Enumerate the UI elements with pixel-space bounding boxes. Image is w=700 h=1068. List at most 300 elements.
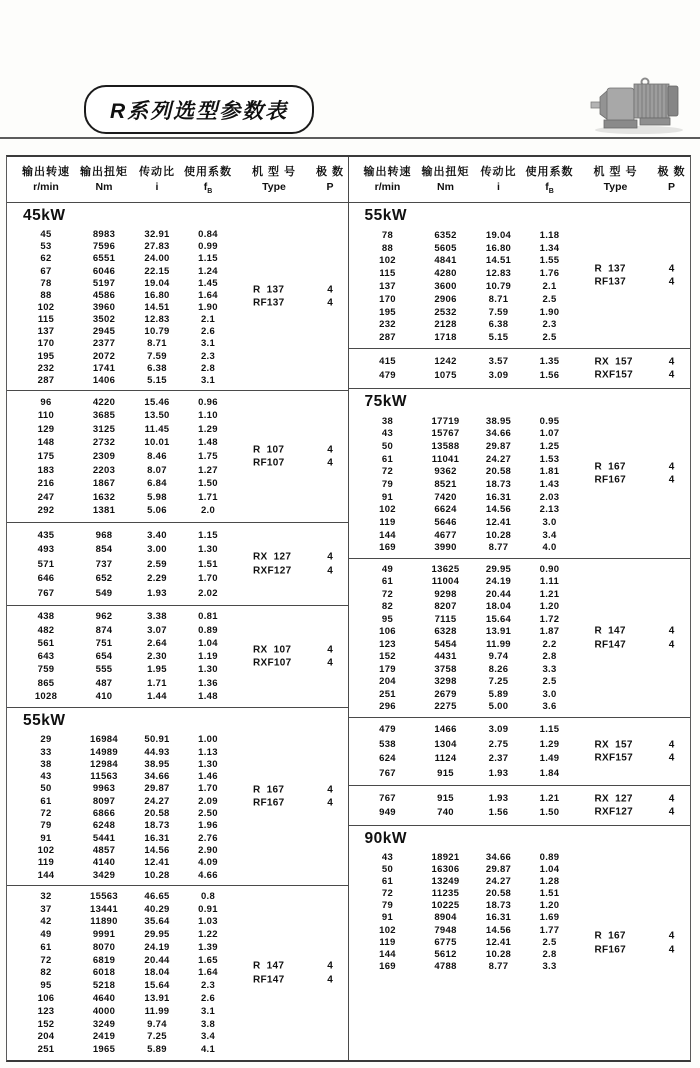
ratio-value: 20.58: [144, 808, 170, 820]
service-factor-value: 1.36: [198, 677, 218, 689]
service-factor-value: 0.95: [539, 415, 560, 427]
service-factor-value: 1.45: [198, 277, 218, 289]
output-torque-value: 6328: [434, 626, 457, 638]
output-speed-value: 183: [37, 464, 55, 476]
service-factor-value: 3.3: [542, 663, 557, 675]
spec-row: [7, 492, 348, 503]
output-torque-value: 6866: [92, 808, 116, 820]
output-speed-value: 538: [379, 738, 396, 750]
ratio-value: 18.73: [485, 900, 512, 912]
spec-row: [7, 363, 348, 374]
spec-row: [7, 437, 348, 448]
ratio-value: 8.71: [488, 293, 509, 305]
model-type-group: [595, 460, 627, 487]
service-factor-value: 2.1: [200, 314, 216, 326]
spec-row: [349, 626, 691, 637]
output-torque-value: 1741: [92, 362, 116, 374]
spec-row: [349, 542, 691, 553]
output-speed-value: 232: [37, 362, 55, 374]
output-torque-value: 11235: [431, 888, 460, 900]
spec-row: [7, 664, 348, 675]
output-torque-value: 5441: [92, 832, 116, 844]
ratio-value: 8.07: [147, 464, 167, 476]
output-speed-value: 195: [379, 306, 396, 318]
ratio-value: 29.87: [485, 440, 512, 452]
output-torque-value: 15563: [90, 890, 118, 902]
output-torque-value: 5454: [434, 638, 457, 650]
column-unit-speed: r/min: [374, 181, 401, 193]
pole-count-group: [655, 625, 689, 652]
spec-row: [7, 820, 348, 831]
ratio-value: 11.99: [144, 1005, 170, 1017]
unit-subscript: B: [207, 188, 213, 196]
spec-section: [349, 349, 691, 389]
ratio-value: 10.28: [485, 948, 512, 960]
output-speed-value: 119: [379, 936, 396, 948]
model-type-value: RF167: [594, 944, 627, 955]
ratio-value: 8.71: [147, 338, 167, 350]
output-speed-value: 438: [37, 611, 55, 623]
power-rating-label: 45kW: [23, 207, 66, 224]
output-speed-value: 49: [381, 563, 394, 575]
ratio-value: 7.25: [488, 676, 509, 688]
spec-section: [349, 786, 691, 826]
output-torque-value: 1304: [434, 738, 457, 750]
output-torque-value: 549: [95, 587, 113, 599]
model-type-value: RX 107: [253, 644, 292, 655]
output-speed-value: 152: [37, 1018, 55, 1030]
output-torque-value: 854: [95, 544, 113, 555]
output-speed-value: 37: [40, 903, 52, 915]
output-speed-value: 82: [40, 967, 52, 979]
output-speed-value: 232: [379, 319, 396, 331]
service-factor-value: 1.70: [198, 573, 218, 584]
output-speed-value: 61: [381, 876, 394, 888]
output-speed-value: 79: [40, 820, 52, 832]
output-speed-value: 61: [40, 795, 52, 807]
spec-row: [7, 980, 348, 991]
model-type-value: RF137: [594, 276, 627, 288]
output-speed-value: 79: [381, 900, 394, 912]
output-speed-value: 152: [379, 651, 396, 663]
page-title: R系列选型参数表: [84, 85, 314, 134]
output-speed-value: 102: [37, 844, 55, 856]
spec-row: [7, 857, 348, 868]
output-speed-value: 296: [379, 701, 396, 713]
spec-row: [7, 253, 348, 264]
service-factor-value: 1.84: [539, 767, 560, 779]
output-torque-value: 16306: [431, 864, 460, 876]
spec-row: [7, 870, 348, 881]
spec-row: [349, 466, 691, 477]
output-speed-value: 102: [379, 255, 396, 267]
output-torque-value: 11890: [90, 916, 118, 928]
service-factor-value: 1.29: [198, 423, 218, 435]
service-factor-value: 1.39: [198, 941, 218, 953]
service-factor-value: 1.15: [539, 724, 560, 736]
output-speed-value: 38: [381, 415, 394, 427]
spec-row: [349, 281, 691, 292]
spec-row: [7, 783, 348, 794]
spec-row: [7, 478, 348, 489]
ratio-value: 14.56: [485, 924, 512, 936]
output-torque-value: 487: [95, 677, 113, 689]
output-speed-value: 251: [379, 688, 396, 700]
spec-row: [349, 925, 691, 936]
column-header-poles: 极 数: [315, 166, 345, 178]
model-type-group: [595, 262, 627, 289]
service-factor-value: 1.21: [539, 792, 560, 804]
output-speed-value: 287: [379, 332, 396, 344]
output-torque-value: 3758: [434, 663, 457, 675]
service-factor-value: 1.20: [539, 900, 560, 912]
spec-row: [7, 465, 348, 476]
header-divider: [0, 137, 700, 139]
service-factor-value: 1.04: [198, 637, 218, 649]
output-torque-value: 13588: [431, 440, 460, 452]
ratio-value: 5.00: [488, 701, 509, 713]
service-factor-value: 1.90: [198, 301, 218, 313]
spec-row: [349, 689, 691, 700]
model-type-value: RXF157: [594, 752, 633, 764]
output-speed-value: 169: [379, 960, 396, 972]
service-factor-value: 1.76: [539, 268, 560, 280]
spec-row: [7, 796, 348, 807]
output-torque-value: 555: [95, 664, 113, 676]
service-factor-value: 0.89: [198, 624, 218, 636]
ratio-value: 1.56: [488, 807, 509, 819]
output-speed-value: 106: [37, 993, 55, 1005]
service-factor-value: 2.0: [200, 505, 216, 517]
service-factor-value: 1.24: [198, 265, 218, 277]
output-torque-value: 10225: [431, 900, 460, 912]
ratio-value: 16.31: [485, 912, 512, 924]
model-type-value: R 167: [253, 784, 285, 795]
service-factor-value: 1.75: [198, 450, 218, 462]
ratio-value: 38.95: [144, 758, 170, 770]
service-factor-value: 1.46: [198, 771, 218, 783]
column-unit-ratio: i: [155, 181, 159, 193]
output-torque-value: 6551: [92, 253, 116, 265]
ratio-value: 24.27: [485, 876, 512, 888]
ratio-value: 1.93: [147, 587, 167, 599]
pole-count-value: 4: [668, 276, 675, 288]
service-factor-value: 2.3: [200, 350, 216, 362]
model-type-value: RF147: [253, 974, 285, 985]
output-speed-value: 865: [37, 677, 55, 689]
model-type-value: RX 157: [594, 739, 633, 750]
model-type-group: [253, 783, 285, 810]
ratio-value: 34.66: [144, 771, 170, 783]
service-factor-value: 1.00: [198, 734, 218, 746]
service-factor-value: 4.09: [198, 857, 218, 869]
output-torque-value: 4000: [92, 1005, 116, 1017]
service-factor-value: 1.64: [198, 967, 218, 979]
ratio-value: 13.50: [144, 410, 170, 422]
ratio-value: 7.59: [488, 306, 509, 318]
output-torque-value: 5612: [434, 948, 457, 960]
output-speed-value: 88: [381, 242, 394, 254]
service-factor-value: 3.3: [542, 960, 557, 972]
spec-row: [7, 573, 348, 584]
model-type-value: RX 127: [253, 551, 292, 563]
service-factor-value: 1.07: [539, 428, 560, 440]
spec-row: [7, 1006, 348, 1017]
ratio-value: 27.83: [144, 241, 170, 253]
pole-count-value: 4: [668, 639, 675, 650]
pole-count-group: [313, 643, 347, 670]
column-header-ratio: 传动比: [139, 166, 175, 178]
output-torque-value: 9991: [92, 929, 116, 941]
service-factor-value: 1.50: [539, 807, 560, 819]
column-header-row: [349, 163, 691, 179]
output-torque-value: 4677: [434, 529, 457, 541]
spec-row: [349, 492, 691, 503]
service-factor-value: 2.5: [542, 936, 557, 948]
spec-row: [7, 451, 348, 462]
output-torque-value: 874: [95, 624, 113, 636]
model-type-group: [595, 792, 634, 819]
ratio-value: 13.91: [485, 626, 512, 638]
ratio-value: 5.89: [488, 688, 509, 700]
output-speed-value: 43: [381, 852, 394, 864]
output-speed-value: 137: [37, 326, 55, 338]
output-speed-value: 91: [381, 912, 394, 924]
ratio-value: 13.91: [144, 993, 170, 1005]
model-type-group: [595, 355, 634, 382]
ratio-value: 8.26: [488, 663, 509, 675]
model-type-value: R 107: [253, 444, 285, 455]
spec-section: [349, 559, 691, 718]
ratio-value: 5.15: [488, 332, 509, 344]
service-factor-value: 3.1: [200, 374, 216, 386]
ratio-value: 16.80: [485, 242, 512, 254]
output-speed-value: 32: [40, 890, 52, 902]
output-torque-value: 2309: [92, 450, 116, 462]
output-speed-value: 123: [379, 638, 396, 650]
ratio-value: 20.58: [485, 466, 512, 478]
service-factor-value: 1.19: [198, 651, 218, 662]
ratio-value: 9.74: [147, 1018, 167, 1030]
spec-rows: [7, 886, 348, 1060]
output-speed-value: 102: [37, 301, 55, 313]
output-speed-value: 129: [37, 423, 55, 435]
ratio-value: 1.44: [147, 690, 167, 702]
model-type-value: R 167: [594, 461, 626, 472]
spec-row: [7, 678, 348, 689]
output-torque-value: 13441: [90, 903, 118, 915]
service-factor-value: 0.8: [200, 890, 216, 902]
spec-row: [349, 479, 691, 490]
service-factor-value: 2.6: [200, 993, 216, 1005]
pole-count-value: 4: [327, 797, 333, 809]
service-factor-value: 0.89: [539, 852, 560, 864]
column-headers: [7, 157, 348, 203]
pole-count-group: [313, 783, 347, 810]
spec-row: [7, 338, 348, 349]
output-torque-value: 915: [437, 767, 454, 779]
output-speed-value: 96: [40, 396, 52, 408]
output-speed-value: 102: [379, 504, 396, 516]
service-factor-value: 1.34: [539, 242, 560, 254]
output-speed-value: 169: [379, 542, 396, 554]
output-torque-value: 17719: [431, 415, 460, 427]
output-torque-value: 7420: [434, 491, 457, 503]
spec-row: [7, 929, 348, 940]
service-factor-value: 2.1: [542, 280, 557, 292]
model-type-value: R 147: [594, 625, 626, 637]
column-unit-row: [349, 179, 691, 195]
output-speed-value: 33: [40, 746, 52, 758]
spec-row: [349, 768, 691, 779]
output-speed-value: 949: [379, 807, 396, 819]
output-torque-value: 654: [95, 651, 113, 662]
spec-row: [7, 1019, 348, 1030]
ratio-value: 29.95: [144, 929, 170, 941]
ratio-value: 32.91: [144, 229, 170, 241]
column-header-speed: 输出转速: [363, 166, 412, 178]
output-speed-value: 115: [379, 268, 396, 280]
service-factor-value: 1.48: [198, 437, 218, 449]
service-factor-value: 1.35: [539, 355, 560, 367]
service-factor-value: 2.3: [200, 980, 216, 992]
output-torque-value: 1381: [92, 505, 116, 517]
pole-count-value: 4: [668, 474, 675, 486]
output-torque-value: 3685: [92, 410, 116, 422]
spec-row: [349, 900, 691, 911]
service-factor-value: 3.0: [542, 688, 557, 700]
ratio-value: 12.41: [485, 516, 512, 528]
output-torque-value: 5605: [434, 242, 457, 254]
spec-row: [349, 676, 691, 687]
service-factor-value: 1.64: [198, 289, 218, 301]
output-torque-value: 8070: [92, 941, 116, 953]
spec-row: [7, 747, 348, 758]
output-torque-value: 6624: [434, 504, 457, 516]
pole-count-group: [655, 355, 689, 382]
spec-row: [7, 588, 348, 599]
pole-count-value: 4: [668, 806, 675, 818]
output-torque-value: 8983: [92, 229, 116, 241]
service-factor-value: 1.96: [198, 820, 218, 832]
output-torque-value: 1406: [92, 374, 116, 386]
output-speed-value: 435: [37, 529, 55, 541]
service-factor-value: 1.65: [198, 954, 218, 966]
spec-row: [7, 625, 348, 636]
output-speed-value: 38: [40, 758, 52, 770]
service-factor-value: 2.13: [539, 504, 560, 516]
output-speed-value: 45: [40, 229, 52, 241]
column-unit-torque: Nm: [95, 181, 113, 193]
output-torque-value: 2128: [434, 319, 457, 331]
output-speed-value: 195: [37, 350, 55, 362]
output-torque-value: 1632: [92, 491, 116, 503]
spec-row: [349, 639, 691, 650]
ratio-value: 3.40: [147, 529, 167, 541]
service-factor-value: 2.3: [542, 319, 557, 331]
column-unit-poles: P: [326, 181, 334, 193]
ratio-value: 2.75: [488, 738, 509, 750]
output-torque-value: 6352: [434, 229, 457, 241]
service-factor-value: 1.03: [198, 916, 218, 928]
service-factor-value: 1.22: [198, 929, 218, 941]
output-speed-value: 61: [381, 453, 394, 465]
spec-row: [349, 876, 691, 887]
model-type-value: R 137: [253, 284, 285, 295]
output-torque-value: 3960: [92, 301, 116, 313]
model-type-value: R 147: [253, 960, 285, 972]
ratio-value: 10.01: [144, 437, 170, 449]
output-speed-value: 479: [379, 724, 396, 736]
service-factor-value: 2.5: [542, 293, 557, 305]
pole-count-value: 4: [327, 960, 333, 972]
spec-row: [349, 416, 691, 427]
ratio-value: 1.95: [147, 664, 167, 676]
output-speed-value: 91: [40, 832, 52, 844]
service-factor-value: 2.8: [542, 651, 557, 663]
pole-count-group: [655, 262, 689, 289]
ratio-value: 2.59: [147, 558, 167, 570]
ratio-value: 24.27: [485, 453, 512, 465]
spec-rows: [7, 225, 348, 390]
spec-row: [7, 314, 348, 325]
spec-row: [7, 544, 348, 555]
power-rating-label: 75kW: [364, 393, 407, 410]
output-torque-value: 16984: [90, 734, 118, 746]
output-speed-value: 67: [40, 265, 52, 277]
service-factor-value: 1.20: [539, 601, 560, 613]
column-header-row: [7, 163, 348, 179]
ratio-value: 16.31: [485, 491, 512, 503]
output-torque-value: 1466: [434, 724, 457, 736]
output-speed-value: 62: [40, 253, 52, 265]
output-torque-value: 15767: [431, 428, 460, 440]
spec-row: [349, 888, 691, 899]
ratio-value: 24.19: [144, 941, 170, 953]
output-speed-value: 53: [40, 241, 52, 253]
spec-section: [7, 391, 348, 523]
service-factor-value: 1.28: [539, 876, 560, 888]
spec-row: [349, 701, 691, 712]
pole-count-value: 4: [327, 457, 333, 469]
spec-row: [349, 454, 691, 465]
output-torque-value: 7596: [92, 241, 116, 253]
spec-row: [7, 1044, 348, 1055]
spec-row: [7, 808, 348, 819]
spec-row: [349, 356, 691, 367]
column-unit-speed: r/min: [33, 181, 59, 193]
model-type-value: RXF157: [594, 369, 633, 381]
output-speed-value: 50: [40, 783, 52, 795]
output-torque-value: 2945: [92, 326, 116, 338]
output-torque-value: 9298: [434, 588, 457, 600]
output-speed-value: 72: [381, 466, 394, 478]
output-torque-value: 8207: [434, 601, 457, 613]
service-factor-value: 3.4: [542, 529, 557, 541]
ratio-value: 2.64: [147, 637, 167, 649]
spec-section: [7, 708, 348, 886]
pole-count-value: 4: [668, 625, 675, 637]
output-speed-value: 72: [40, 808, 52, 820]
output-torque-value: 13249: [431, 876, 460, 888]
spec-row: [349, 614, 691, 625]
ratio-value: 6.38: [147, 362, 167, 374]
spec-row: [7, 397, 348, 408]
output-torque-value: 11004: [431, 576, 460, 588]
ratio-value: 6.84: [147, 478, 167, 490]
ratio-value: 16.80: [144, 289, 170, 301]
pole-count-value: 4: [668, 793, 675, 804]
